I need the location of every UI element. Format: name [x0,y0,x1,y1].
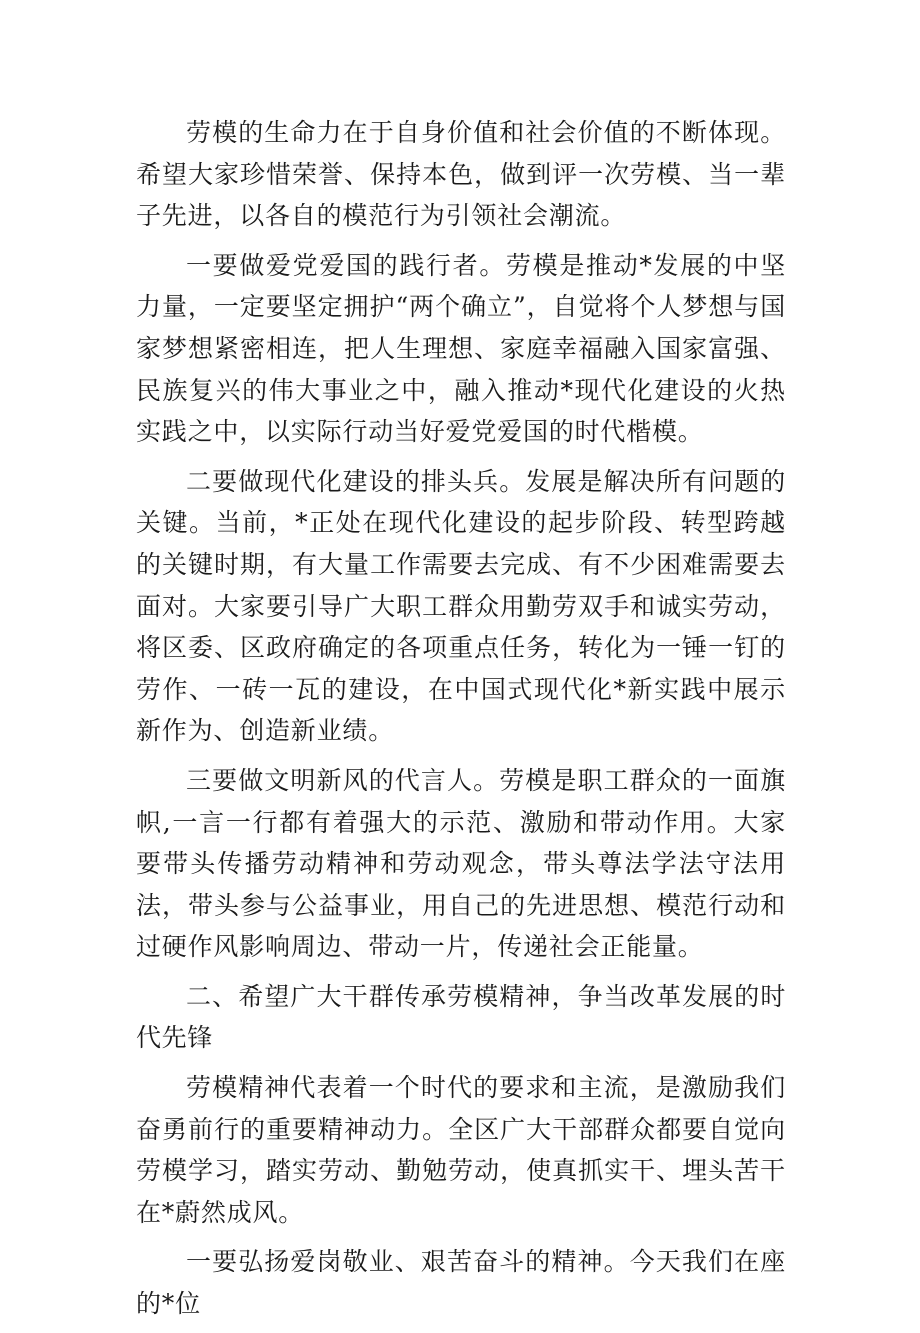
paragraph-subpoint-one: 一要弘扬爱岗敬业、艰苦奋斗的精神。今天我们在座的*位 [136,1247,786,1319]
paragraph-point-three: 三要做文明新风的代言人。劳模是职工群众的一面旗帜,一言一行都有着强大的示范、激励和带动作用。大家要带头传播劳动精神和劳动观念，带头尊法学法守法用法，带头参与公益事业，用自己的先进思想、模范行动和过硬作风影响周边、带动一片，传递社会正能量。 [136,765,786,962]
paragraph-point-one: 一要做爱党爱国的践行者。劳模是推动*发展的中坚力量，一定要坚定拥护“两个确立”，自觉将个人梦想与国家梦想紧密相连，把人生理想、家庭幸福融入国家富强、民族复兴的伟大事业之中，融入推动*现代化建设的火热实践之中，以实际行动当好爱党爱国的时代楷模。 [136,250,786,447]
paragraph-point-two: 二要做现代化建设的排头兵。发展是解决所有问题的关键。当前，*正处在现代化建设的起步阶段、转型跨越的关键时期，有大量工作需要去完成、有不少困难需要去面对。大家要引导广大职工群众用勤劳双手和诚实劳动，将区委、区政府确定的各项重点任务，转化为一锤一钉的劳作、一砖一瓦的建设，在中国式现代化*新实践中展示新作为、创造新业绩。 [136,466,786,746]
section-heading: 二、希望广大干群传承劳模精神，争当改革发展的时代先锋 [136,981,786,1053]
document-body [136,112,786,1333]
paragraph-section-intro: 劳模精神代表着一个时代的要求和主流，是激励我们奋勇前行的重要精神动力。全区广大干部群众都要自觉向劳模学习，踏实劳动、勤勉劳动，使真抓实干、埋头苦干在*蔚然成风。 [136,1073,786,1227]
paragraph-intro: 劳模的生命力在于自身价值和社会价值的不断体现。希望大家珍惜荣誉、保持本色，做到评一次劳模、当一辈子先进，以各自的模范行为引领社会潮流。 [136,118,786,231]
